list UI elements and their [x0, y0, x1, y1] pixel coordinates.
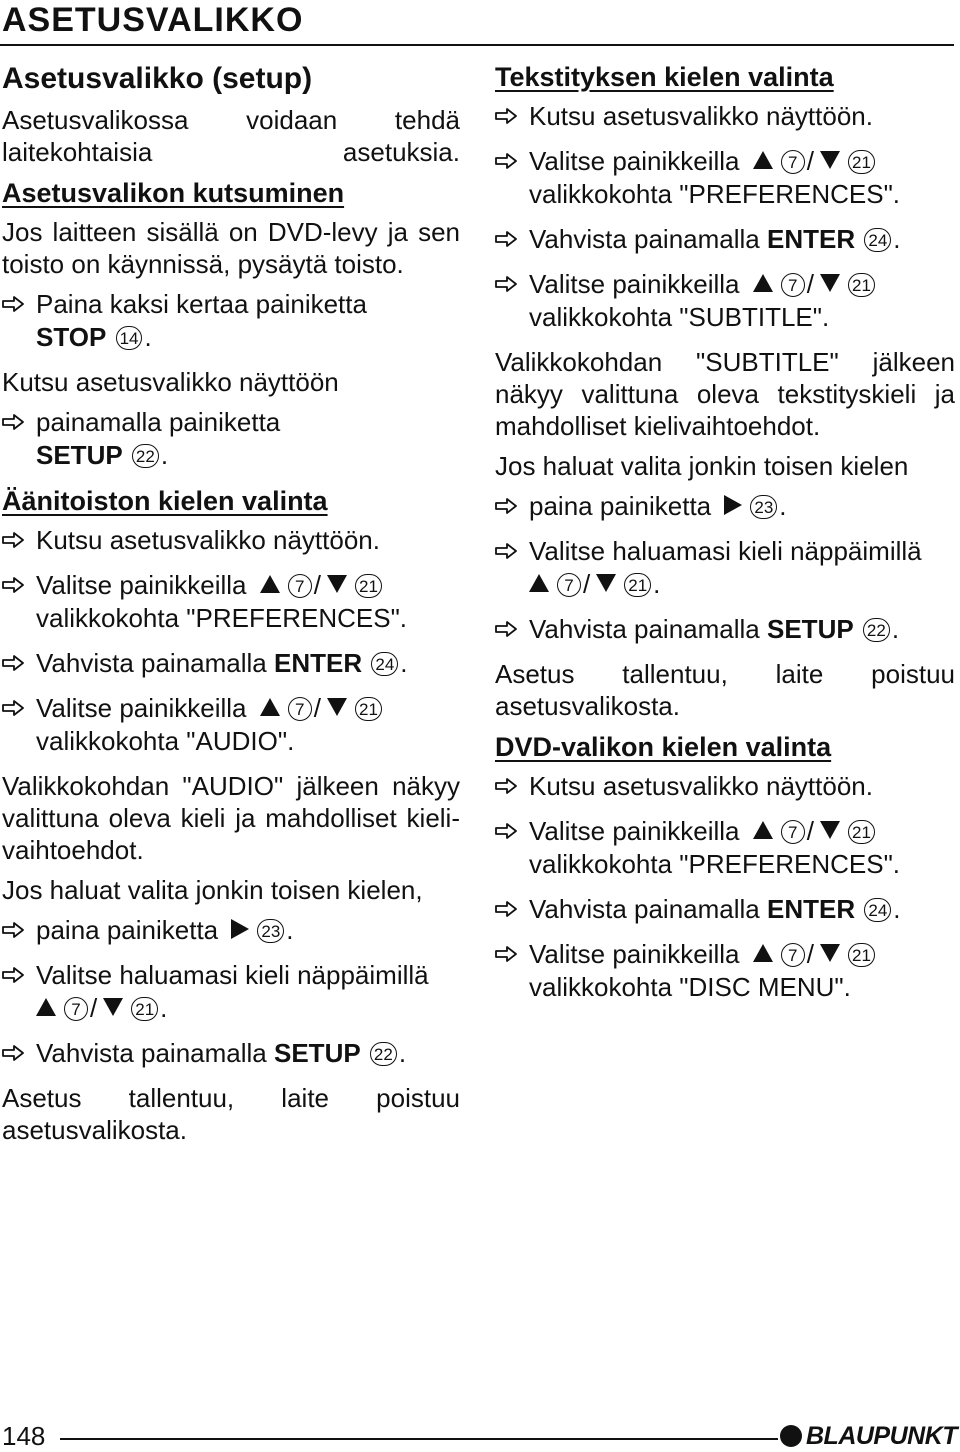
footer-divider — [60, 1438, 778, 1440]
heading-audio-language: Äänitoiston kielen valinta — [2, 486, 328, 516]
step-audio-7: Vahvista painamalla SETUP 22 . — [2, 1037, 460, 1070]
step-arrow-icon — [2, 967, 24, 983]
key-label: ENTER — [767, 894, 856, 924]
brand-name: BLAUPUNKT — [806, 1421, 958, 1450]
key-number: 21 — [624, 573, 651, 597]
left-column — [2, 58, 460, 1154]
key-label: STOP — [36, 322, 107, 352]
step-text: paina painiketta — [36, 915, 219, 945]
key-number: 7 — [781, 820, 805, 844]
step-sub-7: Vahvista painamalla SETUP 22 . — [495, 613, 955, 646]
step-text: Vahvista painamalla — [36, 1038, 267, 1068]
step-text-line2: valikkokohta "PREFERENCES". — [529, 179, 901, 209]
step-dvd-1 — [495, 770, 955, 803]
key-number: 7 — [64, 997, 88, 1021]
key-label: ENTER — [767, 224, 856, 254]
step-text: Valitse painikkeilla — [36, 693, 247, 723]
step-audio-1 — [2, 524, 460, 557]
para-subtitle-info: Valikkokohdan "SUBTITLE" jälkeen näkyy valittuna oleva tekstityskieli ja mahdolliset kielivaihtoehdot. — [495, 347, 955, 441]
key-number: 24 — [864, 228, 891, 252]
key-number: 24 — [371, 652, 398, 676]
step-stop: Paina kaksi kertaa painiketta STOP 14 . — [2, 288, 460, 354]
para-call-menu: Jos laitteen sisällä on DVD-levy ja sen toisto on käynnissä, pysäytä toisto. — [2, 217, 460, 279]
triangle-down-icon — [820, 944, 840, 962]
step-arrow-icon — [495, 621, 517, 637]
page-title: ASETUSVALIKKO — [2, 1, 304, 39]
triangle-down-icon — [820, 151, 840, 169]
step-arrow-icon — [495, 823, 517, 839]
page-number: 148 — [2, 1421, 46, 1451]
key-label: SETUP — [767, 614, 854, 644]
step-text: Valitse painikkeilla — [529, 146, 740, 176]
step-arrow-icon — [2, 532, 24, 548]
heading-subtitle-language: Tekstityksen kielen valinta — [495, 62, 834, 92]
heading-setup: Asetusvalikko (setup) — [2, 62, 313, 95]
key-number: 21 — [848, 273, 875, 297]
para-show-menu: Kutsu asetusvalikko näyttöön — [2, 367, 339, 397]
triangle-up-icon — [260, 698, 280, 716]
step-text: Vahvista painamalla — [529, 224, 760, 254]
step-arrow-icon — [2, 1045, 24, 1061]
step-audio-3: Vahvista painamalla ENTER 24 . — [2, 647, 460, 680]
step-arrow-icon — [2, 700, 24, 716]
triangle-right-icon — [724, 495, 742, 515]
step-text: Valitse haluamasi kieli näppäimillä — [529, 536, 922, 566]
key-number: 7 — [781, 150, 805, 174]
step-arrow-icon — [495, 778, 517, 794]
step-arrow-icon — [2, 655, 24, 671]
key-number: 7 — [781, 273, 805, 297]
triangle-down-icon — [327, 698, 347, 716]
key-label: SETUP — [274, 1038, 361, 1068]
key-number: 21 — [848, 820, 875, 844]
key-number: 21 — [355, 574, 382, 598]
triangle-down-icon — [820, 274, 840, 292]
para-audio-info: Valikkokohdan "AUDIO" jälkeen näkyy valittuna oleva kieli ja mahdolliset kieli-vaihtoehdot. — [2, 771, 460, 865]
step-text-line2: valikkokohta "AUDIO". — [36, 726, 295, 756]
heading-call-menu: Asetusvalikon kutsuminen — [2, 178, 345, 208]
key-number: 7 — [781, 943, 805, 967]
step-text: Valitse painikkeilla — [529, 269, 740, 299]
step-dvd-3: Vahvista painamalla ENTER 24 . — [495, 893, 955, 926]
step-arrow-icon — [495, 108, 517, 124]
triangle-up-icon — [753, 821, 773, 839]
step-sub-5: paina painiketta 23 . — [495, 490, 955, 523]
triangle-down-icon — [596, 574, 616, 592]
para-saved: Asetus tallentuu, laite poistuu asetusvalikosta. — [495, 659, 955, 721]
step-arrow-icon — [495, 543, 517, 559]
step-text-line2: valikkokohta "DISC MENU". — [529, 972, 851, 1002]
triangle-right-icon — [231, 919, 249, 939]
step-arrow-icon — [495, 901, 517, 917]
step-text: Kutsu asetusvalikko näyttöön. — [36, 525, 380, 555]
key-number: 21 — [848, 150, 875, 174]
triangle-up-icon — [260, 575, 280, 593]
para-saved: Asetus tallentuu, laite poistuu asetusvalikosta. — [2, 1083, 460, 1145]
key-number: 7 — [288, 574, 312, 598]
key-number: 23 — [750, 495, 777, 519]
key-label: ENTER — [274, 648, 363, 678]
step-text: Vahvista painamalla — [36, 648, 267, 678]
title-divider — [0, 44, 954, 46]
key-number: 22 — [370, 1042, 397, 1066]
key-number: 21 — [848, 943, 875, 967]
step-arrow-icon — [495, 946, 517, 962]
step-text: Kutsu asetusvalikko näyttöön. — [529, 771, 873, 801]
key-number: 22 — [132, 444, 159, 468]
triangle-down-icon — [103, 998, 123, 1016]
page-footer — [0, 1420, 960, 1452]
step-audio-2: Valitse painikkeilla 7 / 21 valikkokohta "PREFERENCES". — [2, 569, 460, 635]
step-text: painamalla painiketta — [36, 407, 281, 437]
right-column — [495, 58, 955, 1016]
step-audio-5: paina painiketta 23 . — [2, 914, 460, 947]
step-text: Kutsu asetusvalikko näyttöön. — [529, 101, 873, 131]
triangle-down-icon — [327, 575, 347, 593]
triangle-down-icon — [820, 821, 840, 839]
triangle-up-icon — [529, 574, 549, 592]
step-text: Valitse painikkeilla — [36, 570, 247, 600]
step-arrow-icon — [2, 922, 24, 938]
step-arrow-icon — [2, 296, 24, 312]
step-text: Vahvista painamalla — [529, 894, 760, 924]
step-arrow-icon — [495, 231, 517, 247]
para-other-language: Jos haluat valita jonkin toisen kielen, — [2, 875, 423, 905]
key-number: 14 — [116, 326, 143, 350]
key-number: 23 — [257, 919, 284, 943]
step-text: Paina kaksi kertaa painiketta — [36, 289, 367, 319]
triangle-up-icon — [753, 274, 773, 292]
step-audio-4: Valitse painikkeilla 7 / 21 valikkokohta "AUDIO". — [2, 692, 460, 758]
para-setup: Asetusvalikossa voidaan tehdä laitekohtaisia asetuksia. — [2, 105, 460, 167]
triangle-up-icon — [753, 151, 773, 169]
step-arrow-icon — [2, 577, 24, 593]
step-sub-3: Vahvista painamalla ENTER 24 . — [495, 223, 955, 256]
step-text: paina painiketta — [529, 491, 712, 521]
step-audio-6: Valitse haluamasi kieli näppäimillä 7 / 21 . — [2, 959, 460, 1025]
step-setup: painamalla painiketta SETUP 22 . — [2, 406, 460, 472]
step-sub-2: Valitse painikkeilla 7 / 21 valikkokohta "PREFERENCES". — [495, 145, 955, 211]
step-sub-1 — [495, 100, 955, 133]
key-number: 7 — [288, 697, 312, 721]
step-text: Vahvista painamalla — [529, 614, 760, 644]
brand-dot-icon — [780, 1425, 802, 1447]
step-sub-6: Valitse haluamasi kieli näppäimillä 7 / 21 . — [495, 535, 955, 601]
step-arrow-icon — [495, 498, 517, 514]
para-other-language: Jos haluat valita jonkin toisen kielen — [495, 451, 909, 481]
step-sub-4: Valitse painikkeilla 7 / 21 valikkokohta "SUBTITLE". — [495, 268, 955, 334]
step-dvd-4: Valitse painikkeilla 7 / 21 valikkokohta "DISC MENU". — [495, 938, 955, 1004]
brand-logo — [780, 1420, 957, 1452]
triangle-up-icon — [753, 944, 773, 962]
step-text-line2: valikkokohta "PREFERENCES". — [529, 849, 901, 879]
step-arrow-icon — [495, 153, 517, 169]
key-number: 22 — [863, 618, 890, 642]
step-text-line2: valikkokohta "SUBTITLE". — [529, 302, 830, 332]
triangle-up-icon — [36, 998, 56, 1016]
key-number: 21 — [355, 697, 382, 721]
key-number: 24 — [864, 898, 891, 922]
step-text: Valitse painikkeilla — [529, 939, 740, 969]
step-arrow-icon — [2, 414, 24, 430]
key-number: 7 — [557, 573, 581, 597]
step-text: Valitse painikkeilla — [529, 816, 740, 846]
step-dvd-2: Valitse painikkeilla 7 / 21 valikkokohta "PREFERENCES". — [495, 815, 955, 881]
key-number: 21 — [131, 997, 158, 1021]
key-label: SETUP — [36, 440, 123, 470]
heading-dvd-menu-language: DVD-valikon kielen valinta — [495, 732, 832, 762]
step-text-line2: valikkokohta "PREFERENCES". — [36, 603, 408, 633]
step-text: Valitse haluamasi kieli näppäimillä — [36, 960, 429, 990]
step-arrow-icon — [495, 276, 517, 292]
